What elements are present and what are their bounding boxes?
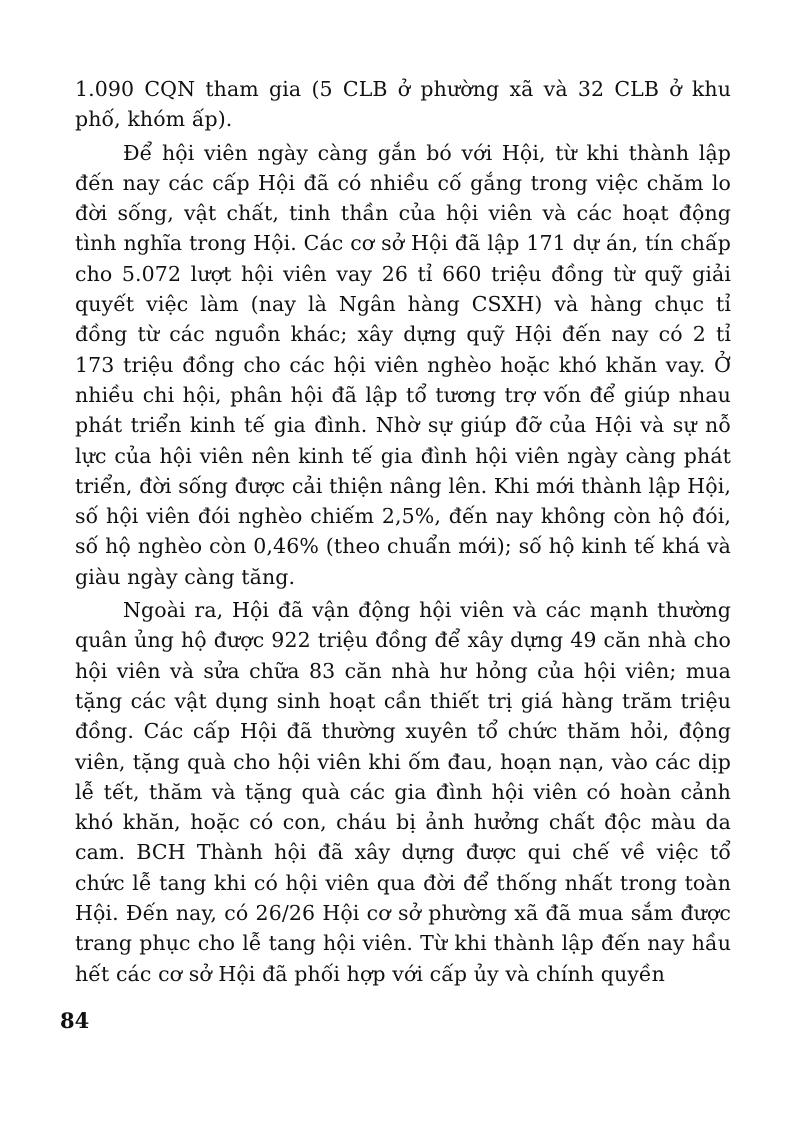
paragraph-member-support: Để hội viên ngày càng gắn bó với Hội, từ khi thành lập đến nay các cấp Hội đã có nhiều cố gắng trong việc chăm lo đời sống, vật chất, tinh thần của hội viên và các hoạt động tình nghĩa trong Hội. Các cơ sở Hội đã lập 171 dự án, tín chấp cho 5.072 lượt hội viên vay 26 tỉ 660 triệu đồng từ quỹ giải quyết việc làm (nay là Ngân hàng CSXH) và hàng chục tỉ đồng từ các nguồn khác; xây dựng quỹ Hội đến nay có 2 tỉ 173 triệu đồng cho các hội viên nghèo hoặc khó khăn vay. Ở nhiều chi hội, phân hội đã lập tổ tương trợ vốn để giúp nhau phát triển kinh tế gia đình. Nhờ sự giúp đỡ của Hội và sự nỗ lực của hội viên nên kinh tế gia đình hội viên ngày càng phát triển, đời sống được cải thiện nâng lên. Khi mới thành lập Hội, số hội viên đói nghèo chiếm 2,5%, đến nay không còn hộ đói, số hộ nghèo còn 0,46% (theo chuẩn mới); số hộ kinh tế khá và giàu ngày càng tăng. xyxy=(75,140,731,589)
body-text xyxy=(75,74,731,992)
paragraph-housing-support: Ngoài ra, Hội đã vận động hội viên và các mạnh thường quân ủng hộ được 922 triệu đồng để xây dựng 49 căn nhà cho hội viên và sửa chữa 83 căn nhà hư hỏng của hội viên; mua tặng các vật dụng sinh hoạt cần thiết trị giá hàng trăm triệu đồng. Các cấp Hội đã thường xuyên tổ chức thăm hỏi, động viên, tặng quà cho hội viên khi ốm đau, hoạn nạn, vào các dịp lễ tết, thăm và tặng quà các gia đình hội viên có hoàn cảnh khó khăn, hoặc có con, cháu bị ảnh hưởng chất độc màu da cam. BCH Thành hội đã xây dựng được qui chế về việc tổ chức lễ tang khi có hội viên qua đời để thống nhất trong toàn Hội. Đến nay, có 26/26 Hội cơ sở phường xã đã mua sắm được trang phục cho lễ tang hội viên. Từ khi thành lập đến nay hầu hết các cơ sở Hội đã phối hợp với cấp ủy và chính quyền xyxy=(75,598,731,986)
paragraph-continuation: 1.090 CQN tham gia (5 CLB ở phường xã và 32 CLB ở khu phố, khóm ấp). xyxy=(75,77,731,132)
page-number: 84 xyxy=(60,1008,90,1033)
